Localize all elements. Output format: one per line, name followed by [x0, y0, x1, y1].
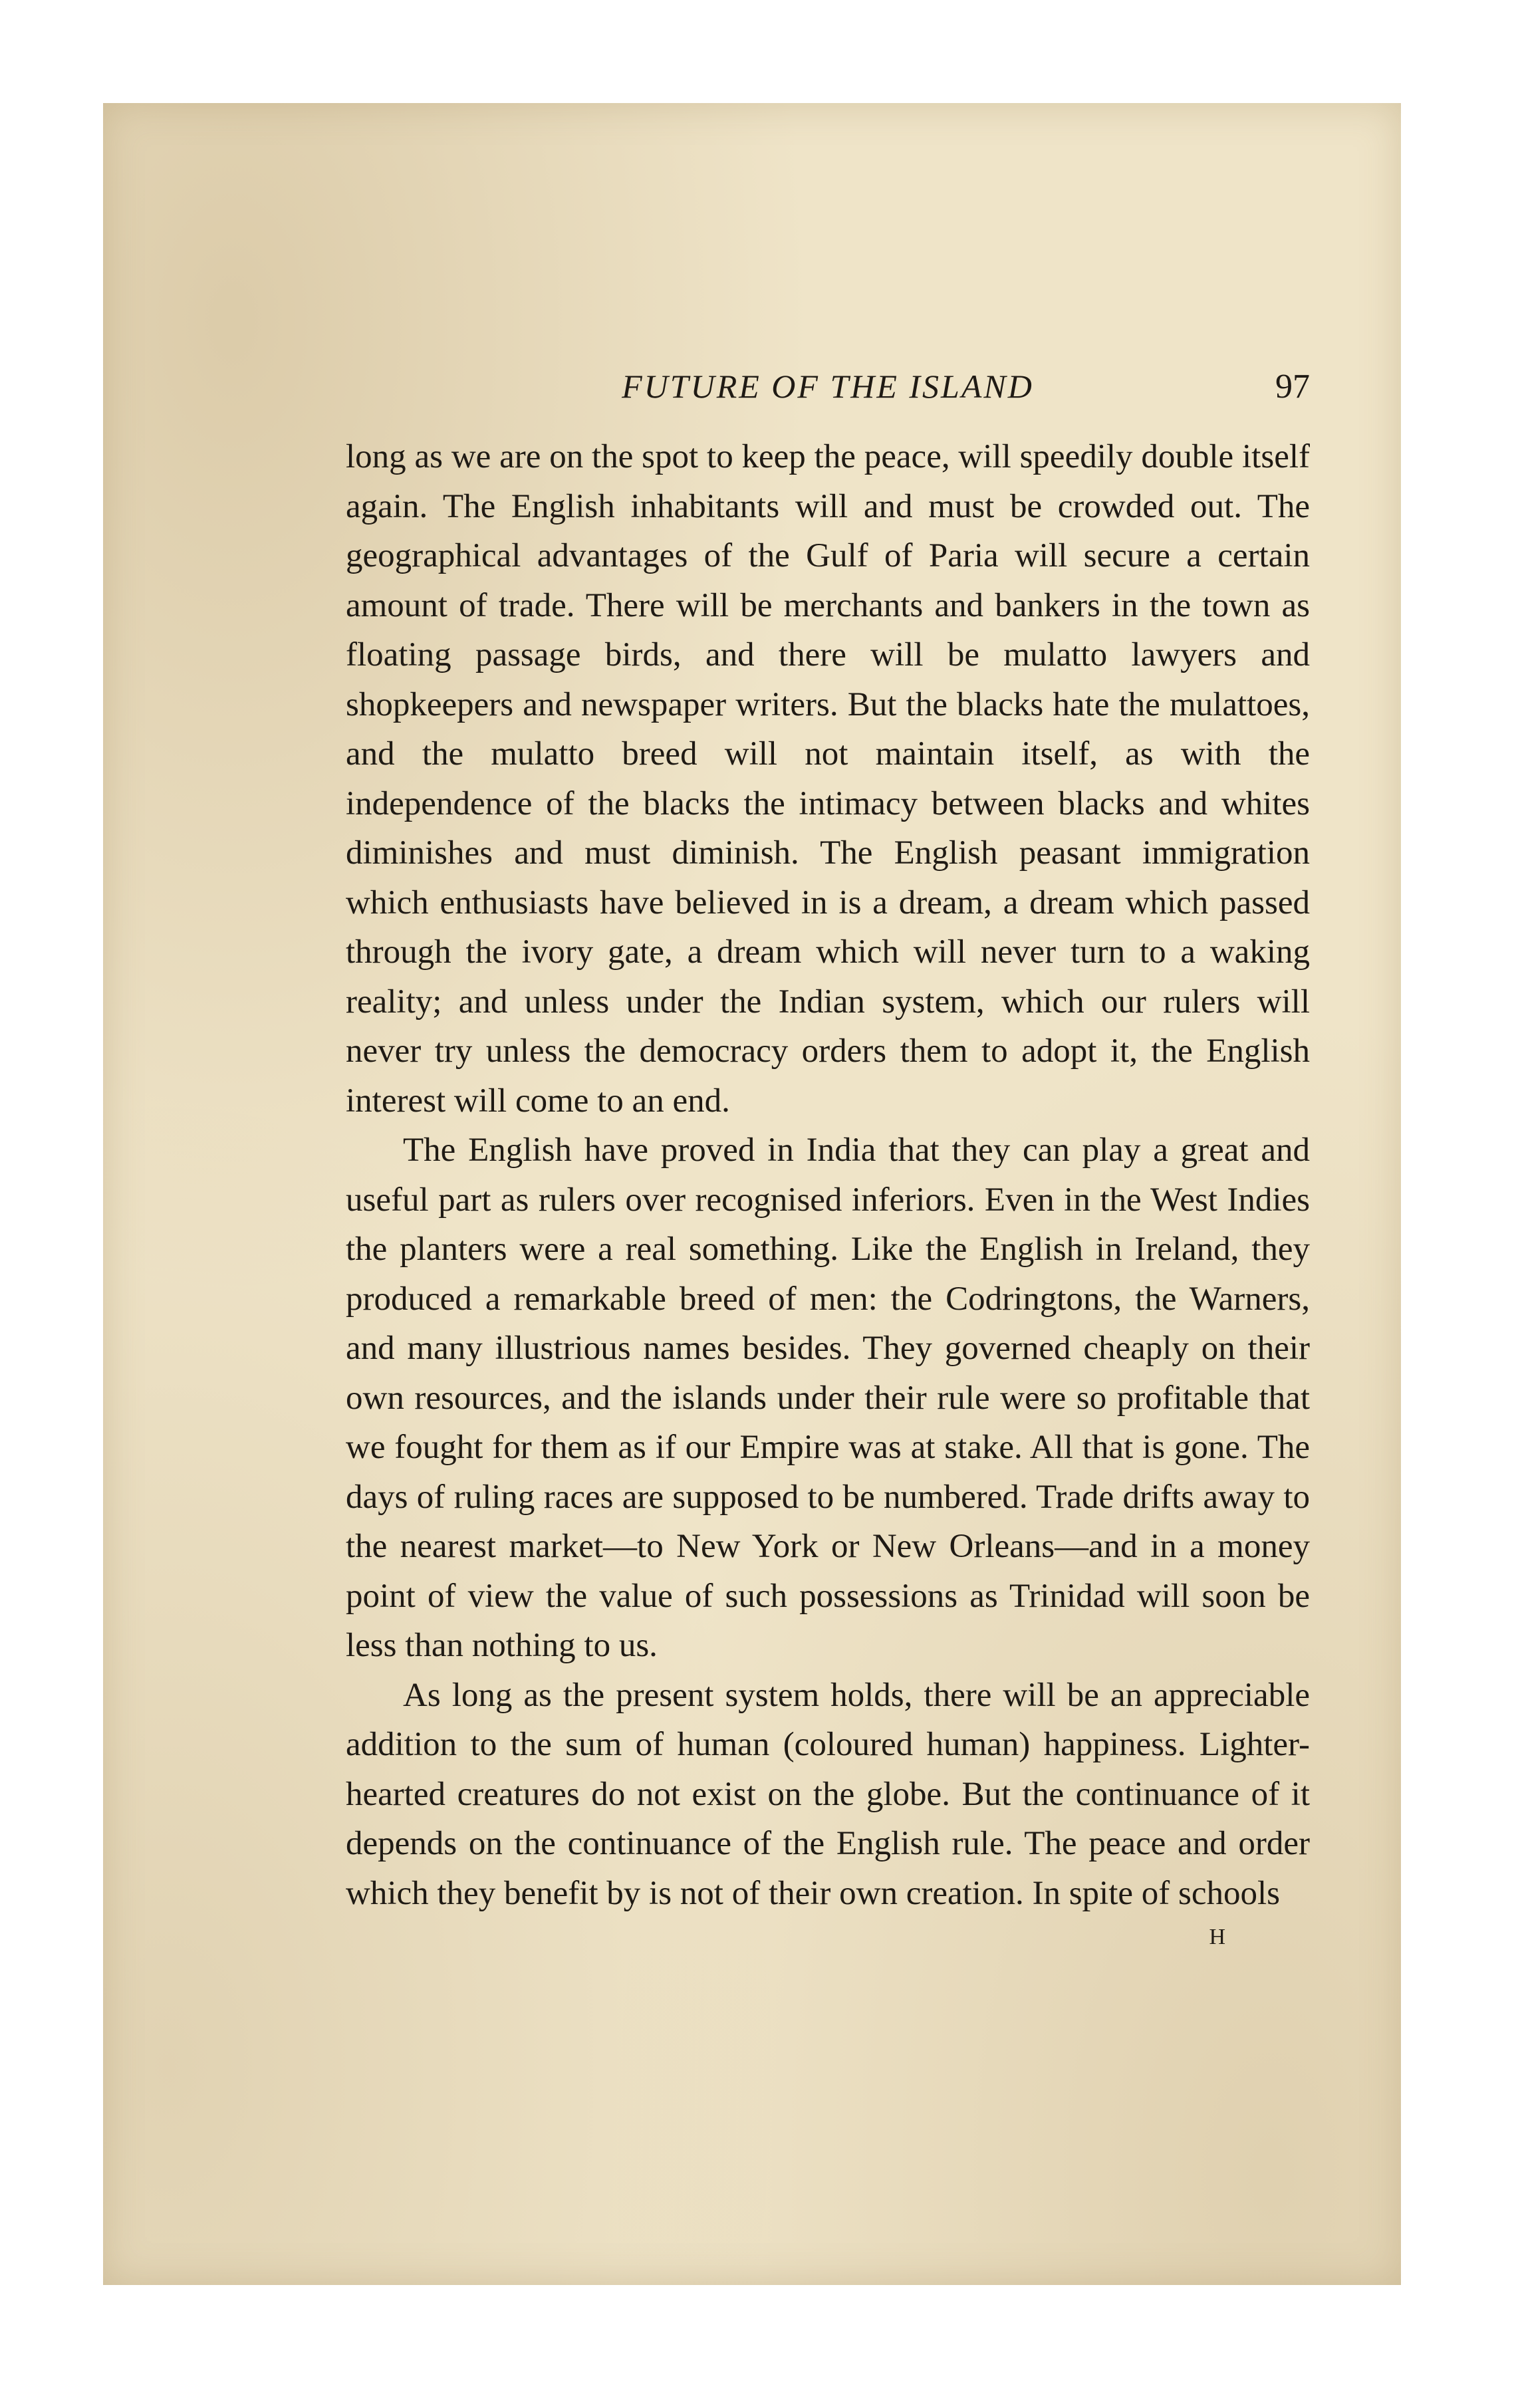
book-page	[103, 103, 1401, 2285]
page-number: 97	[1275, 368, 1310, 406]
running-title: FUTURE OF THE ISLAND	[622, 368, 1034, 405]
signature-mark: H	[1209, 1925, 1227, 1949]
text-block	[346, 359, 1310, 1950]
paragraph: The English have proved in India that they can play a great and useful part as rulers over recognised inferiors. Even in the West Indies the planters were a real something. Like the English in Ireland, they produced a remarkable breed of men: the Codringtons, the Warners, and many illustrious names besides. They governed cheaply on their own resources, and the islands under their rule were so profitable that we fought for them as if our Empire was at stake. All that is gone. The days of ruling races are supposed to be numbered. Trade drifts away to the nearest market—to New York or New Orleans—and in a money point of view the value of such possessions as Trinidad will soon be less than nothing to us.	[346, 1132, 1310, 1664]
paragraph: As long as the present system holds, there will be an appreciable addition to the sum of human (coloured human) happiness. Lighter-hearted creatures do not exist on the globe. But the continuance of it depends on the continuance of the English rule. The peace and order which they benefit by is not of their own creation. In spite of schools	[346, 1676, 1310, 1912]
paragraph-continued: long as we are on the spot to keep the peace, will speedily double itself again. The English inhabitants will and must be crowded out. The geographical advantages of the Gulf of Paria will secure a certain amount of trade. There will be merchants and bankers in the town as floating passage birds, and there will be mulatto lawyers and shopkeepers and newspaper writers. But the blacks hate the mulattoes, and the mulatto breed will not maintain itself, as with the independence of the blacks the intimacy between blacks and whites diminishes and must diminish. The English peasant immigration which enthusiasts have believed in is a dream, a dream which passed through the ivory gate, a dream which will never turn to a waking reality; and unless under the Indian system, which our rulers will never try unless the democracy orders them to adopt it, the English interest will come to an end.	[346, 438, 1310, 1120]
running-head	[346, 359, 1310, 419]
